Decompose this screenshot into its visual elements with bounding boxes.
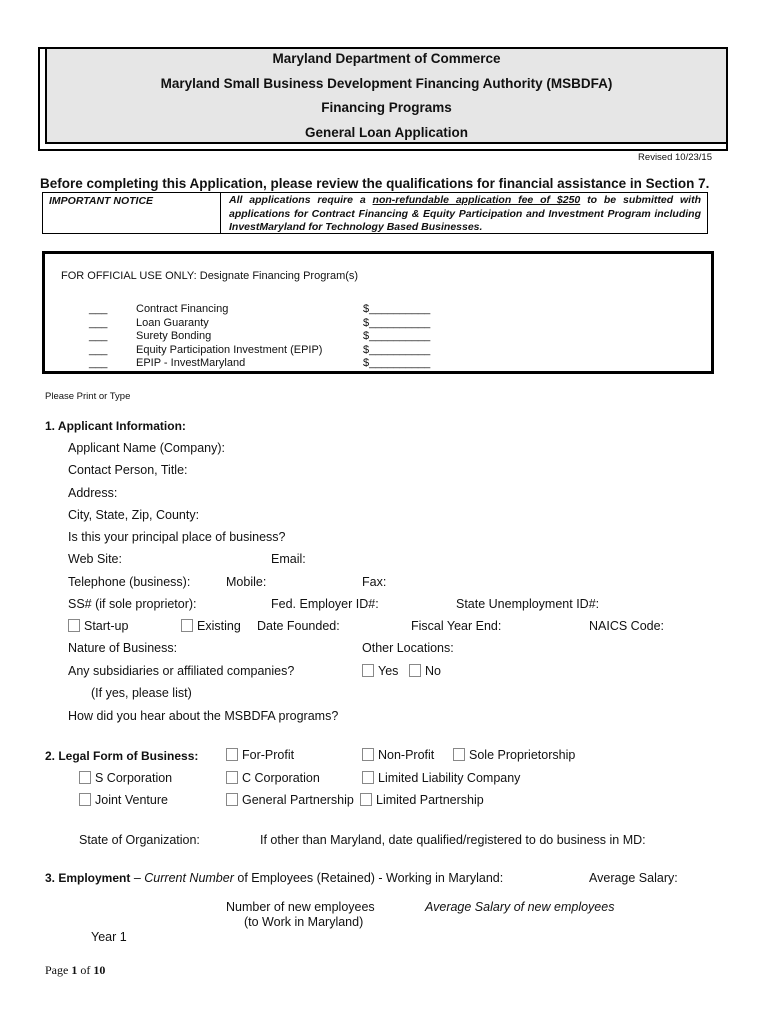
program-amount: $__________	[363, 303, 431, 315]
existing-option[interactable]	[181, 619, 241, 633]
website-label: Web Site:	[68, 552, 122, 566]
header-line-3: Financing Programs	[321, 100, 452, 115]
new-employees-label-1: Number of new employees	[226, 900, 375, 914]
program-item: Surety Bonding	[136, 330, 212, 342]
notice-text	[229, 194, 701, 235]
principal-label: Is this your principal place of business?	[68, 530, 286, 544]
program-blank: ___	[89, 343, 108, 356]
no-checkbox[interactable]	[409, 664, 421, 677]
jv-option[interactable]	[79, 793, 168, 807]
existing-checkbox[interactable]	[181, 619, 193, 632]
ltd-partner-label: Limited Partnership	[376, 793, 484, 807]
if-other-label: If other than Maryland, date qualified/registered to do business in MD:	[260, 833, 646, 847]
section3-rest: of Employees (Retained) - Working in Maryland:	[233, 871, 504, 885]
section2-title: 2. Legal Form of Business:	[45, 749, 199, 763]
program-item: Equity Participation Investment (EPIP)	[136, 343, 323, 356]
official-use-title: FOR OFFICIAL USE ONLY: Designate Financing Program(s)	[61, 270, 359, 282]
for-profit-label: For-Profit	[242, 748, 295, 762]
llc-option[interactable]	[362, 771, 520, 785]
yes-checkbox[interactable]	[362, 664, 374, 677]
date-founded-label: Date Founded:	[257, 619, 340, 633]
ltd-partner-checkbox[interactable]	[360, 793, 372, 806]
program-blank: ___	[89, 357, 108, 369]
c-corp-checkbox[interactable]	[226, 771, 238, 784]
program-amount: $__________	[363, 330, 431, 342]
program-amount: $__________	[363, 316, 431, 329]
fax-label: Fax:	[362, 575, 387, 589]
non-profit-checkbox[interactable]	[362, 748, 374, 761]
if-yes-note: (If yes, please list)	[91, 686, 192, 700]
page-word: Page	[45, 963, 69, 977]
page-footer	[45, 963, 105, 978]
mobile-label: Mobile:	[226, 575, 267, 589]
gen-partner-label: General Partnership	[242, 793, 354, 807]
print-note: Please Print or Type	[45, 391, 131, 402]
ss-label: SS# (if sole proprietor):	[68, 597, 197, 611]
telephone-label: Telephone (business):	[68, 575, 191, 589]
non-profit-label: Non-Profit	[378, 748, 435, 762]
startup-checkbox[interactable]	[68, 619, 80, 632]
llc-checkbox[interactable]	[362, 771, 374, 784]
header-line-2: Maryland Small Business Development Financing Authority (MSBDFA)	[160, 76, 613, 91]
header-box	[38, 47, 728, 151]
notice-text-end: to be submitted with applications for Contract Financing & Equity Participation and Investment Program including InvestMaryland for Technology Based Businesses.	[229, 194, 701, 233]
sole-prop-option[interactable]	[453, 748, 575, 762]
program-amount: $__________	[363, 357, 431, 369]
official-programs	[136, 303, 322, 371]
c-corp-option[interactable]	[226, 771, 320, 785]
header-line-4: General Loan Application	[304, 125, 469, 140]
subsidiaries-yes-option[interactable]	[362, 664, 398, 678]
section1-title: 1. Applicant Information:	[45, 419, 186, 433]
section3-number: 3. Employment	[45, 871, 131, 885]
subsidiaries-label: Any subsidiaries or affiliated companies?	[68, 664, 295, 678]
new-employees-label-2: (to Work in Maryland)	[244, 915, 364, 929]
gen-partner-option[interactable]	[226, 793, 354, 807]
state-org-label: State of Organization:	[79, 833, 200, 847]
llc-label: Limited Liability Company	[378, 771, 521, 785]
of-word: of	[80, 963, 91, 977]
notice-fee: non-refundable application fee of $250	[372, 194, 581, 206]
city-label: City, State, Zip, County:	[68, 508, 200, 522]
address-label: Address:	[68, 486, 118, 500]
section3-dash: –	[130, 871, 145, 885]
year1-label: Year 1	[91, 930, 127, 944]
c-corp-label: C Corporation	[242, 771, 320, 785]
naics-label: NAICS Code:	[589, 619, 665, 633]
fiscal-year-label: Fiscal Year End:	[411, 619, 502, 633]
header-line-1: Maryland Department of Commerce	[272, 51, 501, 66]
s-corp-label: S Corporation	[95, 771, 173, 785]
important-notice-table	[42, 192, 708, 234]
program-item: EPIP - InvestMaryland	[136, 357, 246, 369]
fed-id-label: Fed. Employer ID#:	[271, 597, 379, 611]
startup-option[interactable]	[68, 619, 128, 633]
program-item: Contract Financing	[136, 303, 229, 315]
other-locations-label: Other Locations:	[362, 641, 454, 655]
official-use-box	[42, 251, 714, 374]
page-total: 10	[93, 963, 106, 977]
jv-checkbox[interactable]	[79, 793, 91, 806]
how-hear-label: How did you hear about the MSBDFA programs?	[68, 709, 339, 723]
page-number: 1	[71, 963, 78, 977]
for-profit-checkbox[interactable]	[226, 748, 238, 761]
program-blank: ___	[89, 330, 108, 342]
ltd-partner-option[interactable]	[360, 793, 484, 807]
subsidiaries-no-option[interactable]	[409, 664, 441, 678]
startup-label: Start-up	[84, 619, 129, 633]
section3-title	[45, 871, 503, 885]
program-amount: $__________	[363, 343, 431, 356]
revised-date: Revised 10/23/15	[638, 152, 712, 163]
for-profit-option[interactable]	[226, 748, 294, 762]
qualifications-note: Before completing this Application, please review the qualifications for financial assistance in Section 7.	[40, 176, 710, 191]
state-id-label: State Unemployment ID#:	[456, 597, 600, 611]
gen-partner-checkbox[interactable]	[226, 793, 238, 806]
notice-label: IMPORTANT NOTICE	[43, 193, 221, 233]
applicant-name-label: Applicant Name (Company):	[68, 441, 226, 455]
s-corp-checkbox[interactable]	[79, 771, 91, 784]
sole-prop-checkbox[interactable]	[453, 748, 465, 761]
jv-label: Joint Venture	[95, 793, 168, 807]
avg-new-salary-label: Average Salary of new employees	[425, 900, 615, 914]
current-number-text: Current Number	[144, 871, 234, 885]
program-blank: ___	[89, 303, 108, 315]
existing-label: Existing	[197, 619, 241, 633]
notice-text-start: All applications require a	[229, 194, 373, 206]
non-profit-option[interactable]	[362, 748, 434, 762]
header-shaded-area	[45, 49, 726, 144]
sole-prop-label: Sole Proprietorship	[469, 748, 576, 762]
yes-label: Yes	[378, 664, 399, 678]
avg-salary-label: Average Salary:	[589, 871, 678, 885]
nature-label: Nature of Business:	[68, 641, 178, 655]
program-blank: ___	[89, 316, 108, 329]
contact-label: Contact Person, Title:	[68, 463, 188, 477]
email-label: Email:	[271, 552, 306, 566]
s-corp-option[interactable]	[79, 771, 172, 785]
official-amounts	[363, 303, 430, 371]
no-label: No	[425, 664, 441, 678]
program-item: Loan Guaranty	[136, 316, 209, 329]
official-blanks	[89, 303, 107, 371]
